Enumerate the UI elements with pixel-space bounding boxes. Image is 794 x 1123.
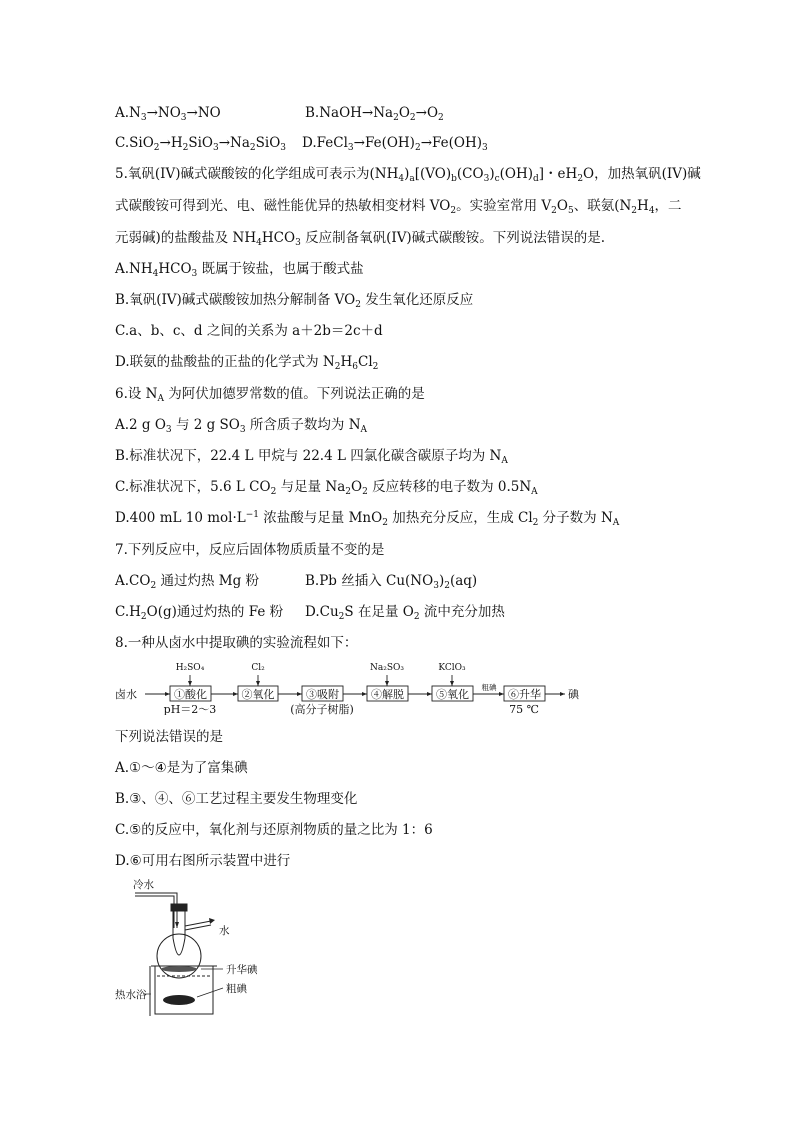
arrow-label-crude-iodine: 粗碘 (481, 683, 497, 692)
q8-option-b: B.③、④、⑥工艺过程主要发生物理变化 (115, 791, 358, 807)
q8-option-c: C.⑤的反应中，氧化剂与还原剂物质的量之比为 1：6 (115, 822, 433, 838)
q8-stem: 8.一种从卤水中提取碘的实验流程如下： (115, 635, 358, 651)
q4-option-b: $B.NaOH\to Na_2O_2\to O_2$ (305, 105, 444, 123)
q6-option-a: A.2 g $O_3$ 与 2 g $SO_3$ 所含质子数均为 $N_A$ (115, 417, 368, 435)
flow-end-label: 碘 (568, 688, 579, 701)
iodine-extraction-flowchart (115, 655, 595, 715)
flow-condition-ph: pH＝2～3 (163, 703, 217, 715)
q7-option-a: $A.CO_2$ 通过灼热 Mg 粉 (115, 573, 260, 591)
flow-condition-temp: 75 ℃ (509, 703, 539, 715)
q6-option-c: C.标准状况下，5.6 L $CO_2$ 与足量 $Na_2O_2$ 反应转移的电子数为 $0.5N_A$ (115, 479, 538, 497)
q6-option-b: B.标准状况下，22.4 L 甲烷与 22.4 L 四氯化碳含碳原子均为 $N_A$ (115, 448, 508, 466)
flow-step-3: ③吸附 (306, 688, 339, 701)
label-sublimed-iodine: 升华碘 (226, 964, 258, 976)
q5-option-c: C.a、b、c、d 之间的关系为 a＋2b＝2c＋d (115, 323, 383, 339)
q5-option-d: D.联氨的盐酸盐的正盐的化学式为 $N_2H_6Cl_2$ (115, 354, 379, 372)
reagent-kclo3: KClO₃ (438, 663, 466, 673)
q7-option-c: $C.H_2O(g)$通过灼热的 Fe 粉 (115, 604, 284, 622)
label-water-outlet: 水 (219, 925, 230, 937)
flow-step-2: ②氧化 (241, 688, 275, 701)
reagent-h2so4: H₂SO₄ (175, 663, 205, 673)
q8-option-d: D.⑥可用右图所示装置中进行 (115, 853, 291, 869)
q5-stem-line2: 式碳酸铵可得到光、电、磁性能优异的热敏相变材料 $VO_2$。实验室常用 $V_2O_5$、联氨($N_2H_4$，二 (115, 198, 682, 216)
flow-condition-resin: (高分子树脂) (290, 703, 354, 715)
flow-step-5: ⑤氧化 (436, 688, 469, 701)
flow-start-label: 卤水 (115, 688, 137, 701)
flow-step-4: ④解脱 (371, 688, 404, 701)
q5-stem-line1: 5.氧矾(IV)碱式碳酸铵的化学组成可表示为$(NH_4)_a[(VO)_b(CO_3)_c(OH)_d]$・$eH_2O$，加热氧矾(IV)碱 (115, 166, 701, 184)
q7-option-b: B.Pb 丝插入 $Cu(NO_3)_2(aq)$ (305, 573, 478, 591)
q8-question: 下列说法错误的是 (115, 729, 223, 745)
reagent-na2so3: Na₂SO₃ (369, 663, 405, 673)
q8-option-a: A.①～④是为了富集碘 (115, 760, 248, 776)
q4-option-c: $C.SiO_2\to H_2SiO_3\to Na_2SiO_3$ (115, 135, 287, 153)
flow-step-1: ①酸化 (174, 688, 207, 701)
label-hot-water-bath: 热水浴 (115, 989, 147, 1001)
q5-option-b: B.氧矾(IV)碱式碳酸铵加热分解制备 $VO_2$ 发生氧化还原反应 (115, 292, 474, 310)
q6-option-d: D.400 mL 10 $mol\cdot L^{-1}$ 浓盐酸与足量 MnO$_2$ 加热充分反应，生成 $Cl_2$ 分子数为 $N_A$ (115, 510, 620, 528)
label-cold-water: 冷水 (133, 879, 154, 891)
q4-option-a: $A.N_3\to NO_3\to NO$ (115, 105, 221, 123)
q7-option-d: $D.Cu_2S$ 在足量 $O_2$ 流中充分加热 (305, 604, 505, 622)
q5-stem-line3: 元弱碱)的盐酸盐及 $NH_4HCO_3$ 反应制备氧矾(IV)碱式碳酸铵。下列说法错误的是. (115, 230, 605, 248)
q5-option-a: $A.NH_4HCO_3$ 既属于铵盐，也属于酸式盐 (115, 261, 364, 279)
q7-stem: 7.下列反应中，反应后固体物质质量不变的是 (115, 542, 385, 558)
q4-option-d: $D.FeCl_3\to Fe(OH)_2\to Fe(OH)_3$ (302, 135, 488, 153)
flow-step-6: ⑥升华 (508, 688, 541, 701)
q6-stem: 6.设 $N_A$ 为阿伏加德罗常数的值。下列说法正确的是 (115, 386, 425, 404)
sublimation-apparatus-diagram (115, 876, 280, 1016)
label-crude-iodine: 粗碘 (226, 983, 247, 995)
reagent-cl2: Cl₂ (251, 663, 265, 673)
